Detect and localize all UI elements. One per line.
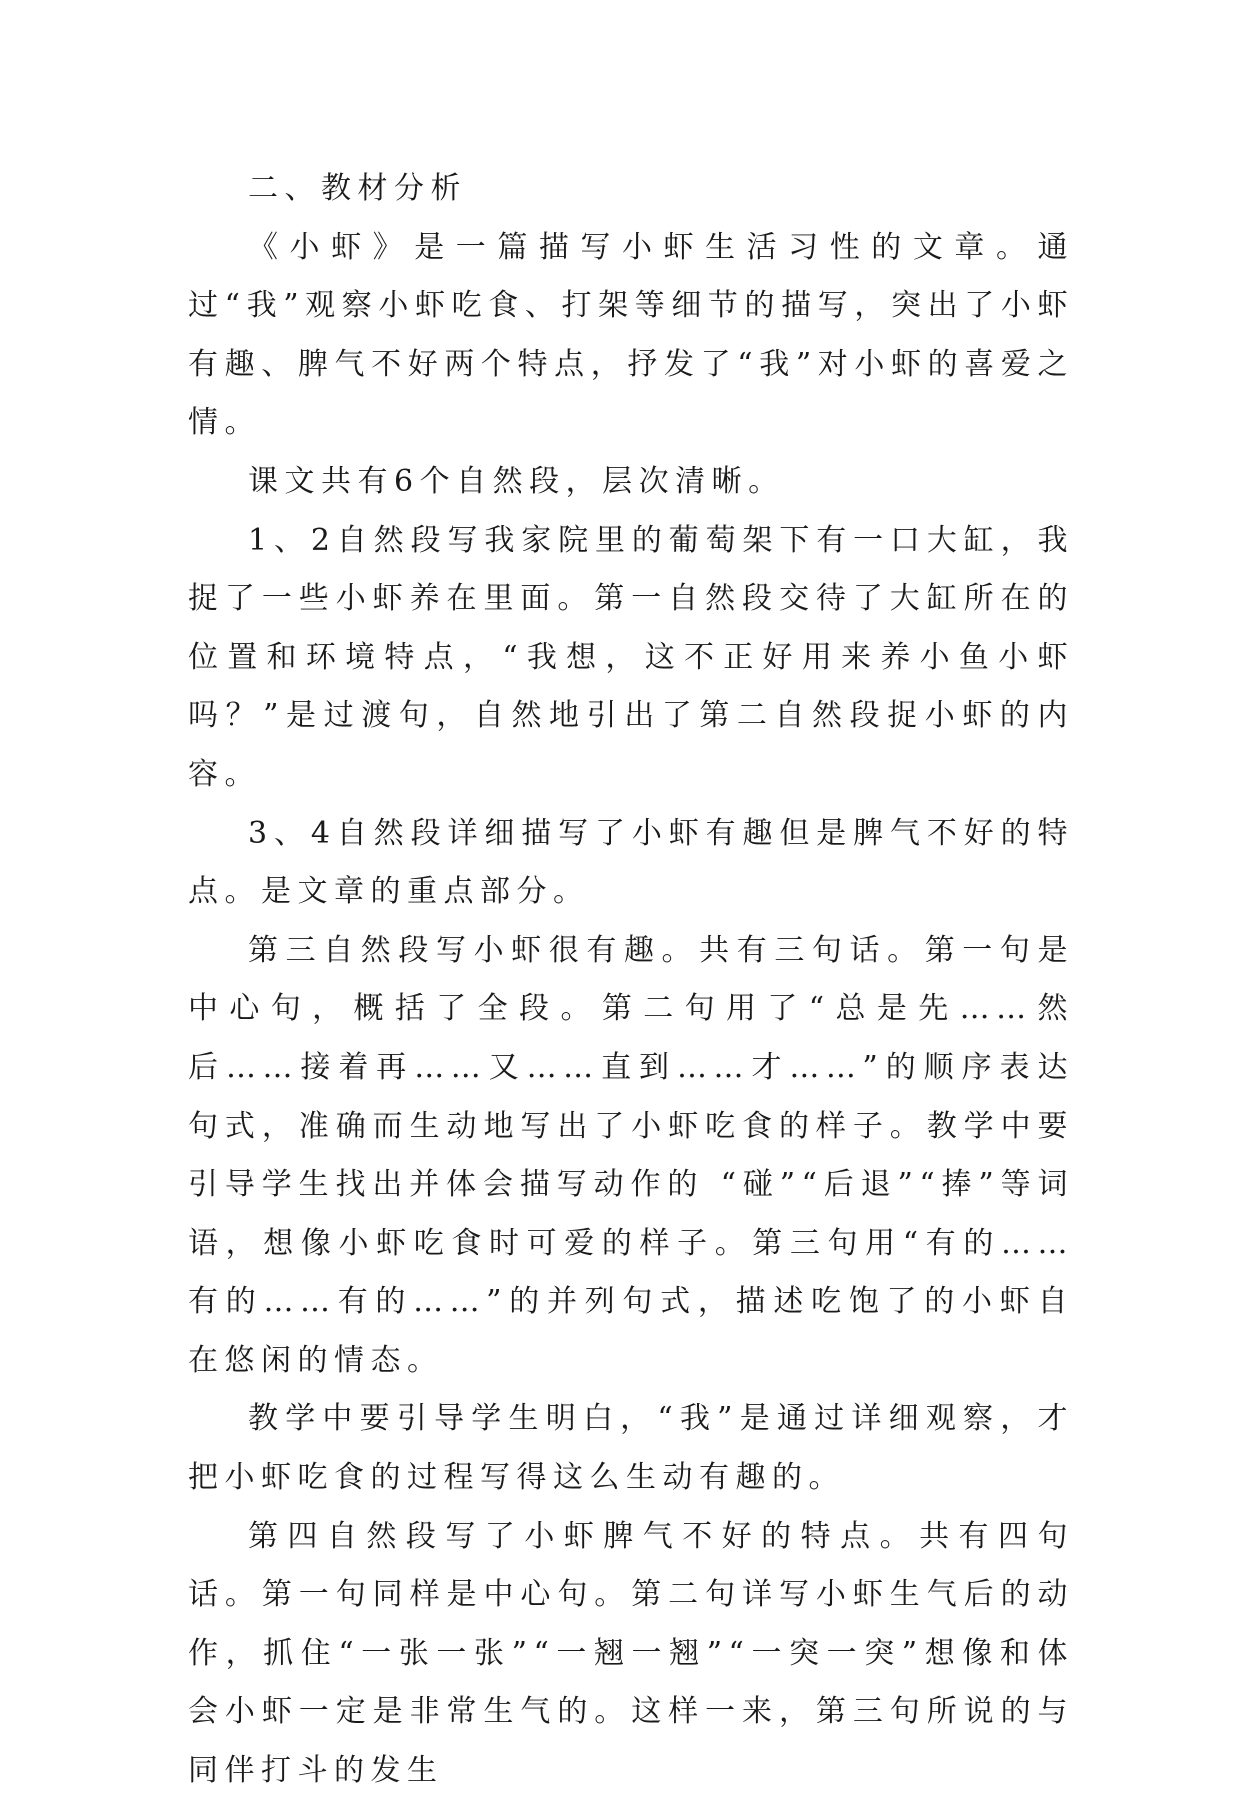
paragraph-teaching-note: 教学中要引导学生明白，“我”是通过详细观察，才把小虾吃食的过程写得这么生动有趣的。 xyxy=(188,1401,1074,1496)
document-body xyxy=(188,160,1074,1801)
paragraph-section-4: 第四自然段写了小虾脾气不好的特点。共有四句话。第一句同样是中心句。第二句详写小虾生气后的动作，抓住“一张一张”“一翘一翘”“一突一突”想像和体会小虾一定是非常生气的。这样一来，第三句所说的与同伴打斗的发生 xyxy=(188,1518,1074,1789)
paragraph-sections-3-4: 3、4自然段详细描写了小虾有趣但是脾气不好的特点。是文章的重点部分。 xyxy=(188,815,1074,910)
paragraph-sections-1-2: 1、2自然段写我家院里的葡萄架下有一口大缸，我捉了一些小虾养在里面。第一自然段交待了大缸所在的位置和环境特点，“我想，这不正好用来养小鱼小虾吗？”是过渡句，自然地引出了第二自然段捉小虾的内容。 xyxy=(188,522,1074,792)
paragraph-text-summary: 《小虾》是一篇描写小虾生活习性的文章。通过“我”观察小虾吃食、打架等细节的描写，突出了小虾有趣、脾气不好两个特点，抒发了“我”对小虾的喜爱之情。 xyxy=(188,229,1074,441)
paragraph-structure: 课文共有6个自然段，层次清晰。 xyxy=(248,463,785,499)
section-heading: 二、教材分析 xyxy=(248,171,467,206)
paragraph-section-3: 第三自然段写小虾很有趣。共有三句话。第一句是中心句，概括了全段。第二句用了“总是先……然后……接着再……又……直到……才……”的顺序表达句式，准确而生动地写出了小虾吃食的样子。教学中要引导学生找出并体会描写动作的 “碰”“后退”“捧”等词语，想像小虾吃食时可爱的样子。第三句用“有的……有的……有的……”的并列句式，描述吃饱了的小虾自在悠闲的情态。 xyxy=(188,932,1074,1378)
